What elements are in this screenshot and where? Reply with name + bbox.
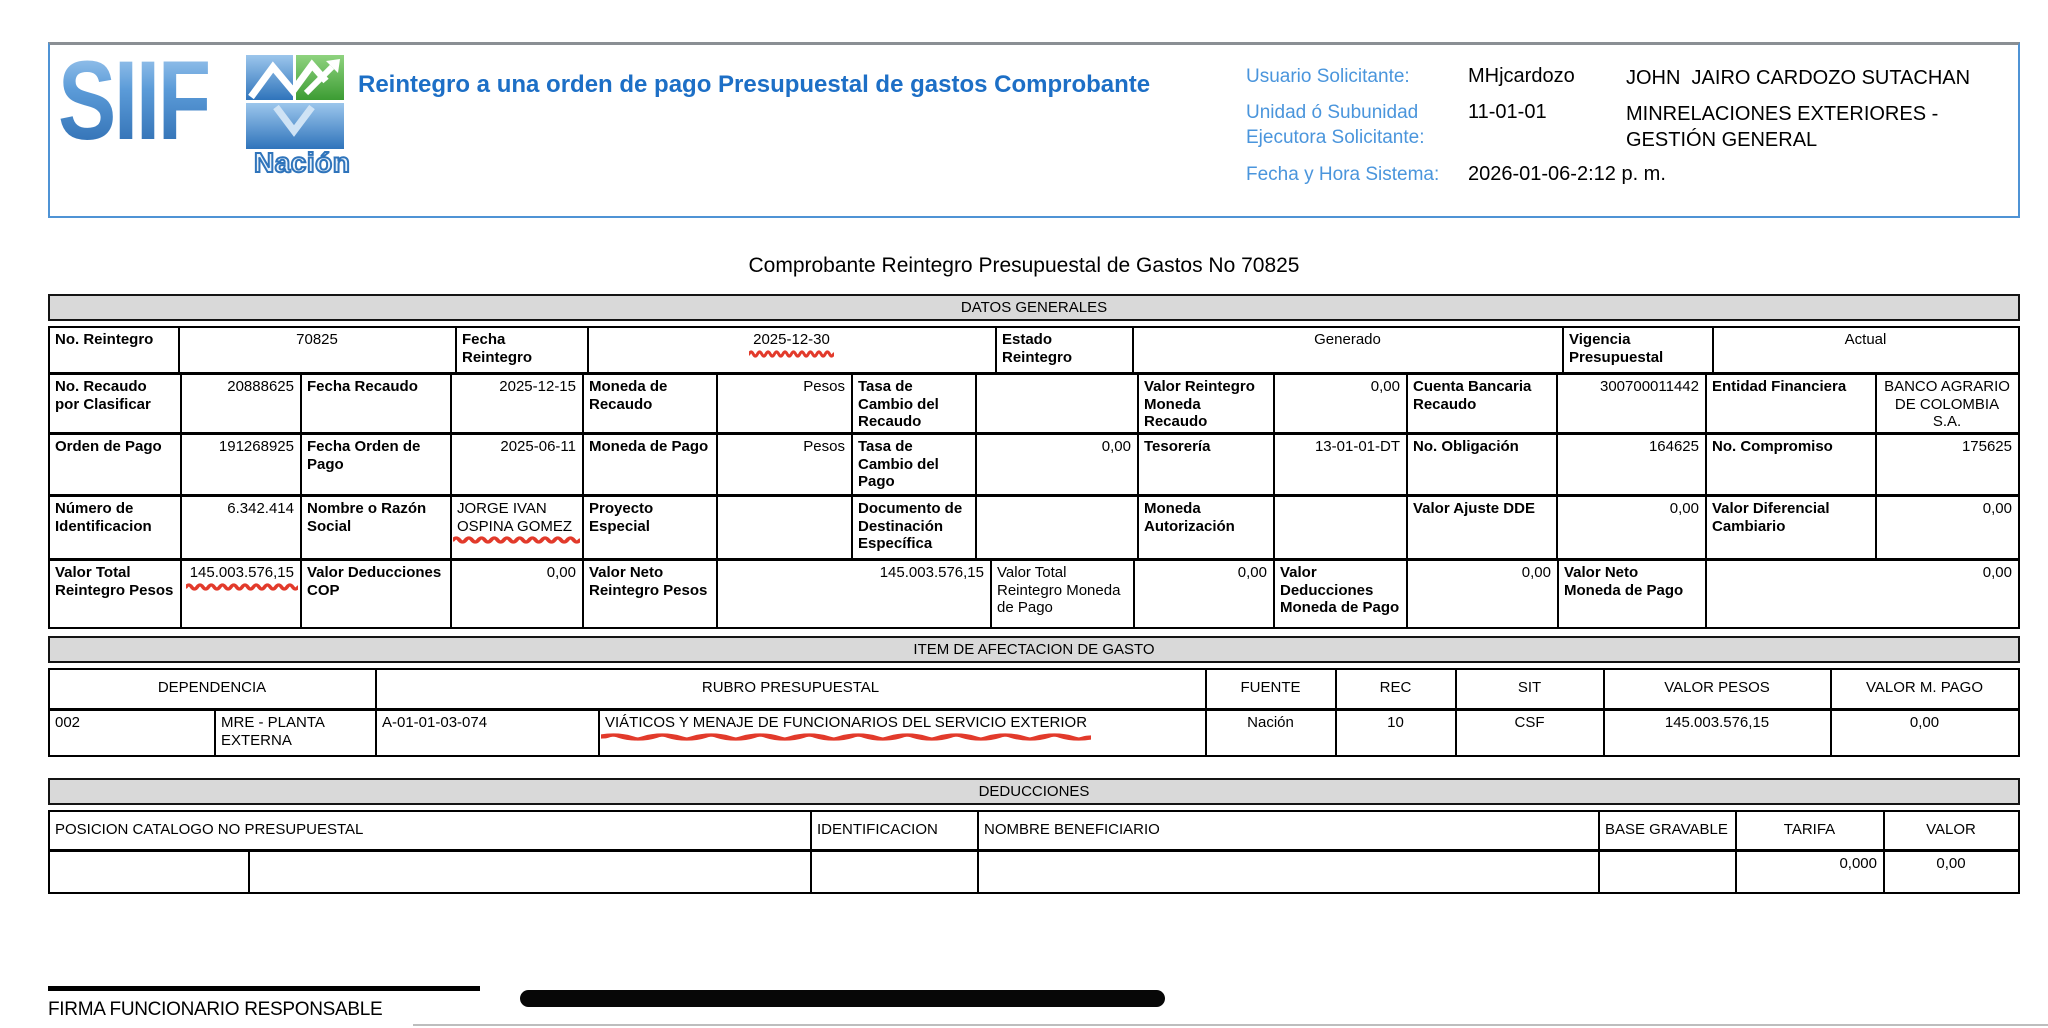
cell-text: Número de Identificacion xyxy=(55,500,152,535)
cell-text: 145.003.576,15 xyxy=(879,564,984,581)
field-value xyxy=(1135,561,1275,627)
cell-text: Valor Ajuste DDE xyxy=(1413,500,1535,517)
field-value xyxy=(1275,375,1408,432)
cell-text: Vigencia Presupuestal xyxy=(1569,331,1664,366)
cell-text: 2025-06-11 xyxy=(500,438,576,455)
table-row xyxy=(50,852,2018,892)
table-row xyxy=(50,328,2018,375)
fecha-hora-label: Fecha y Hora Sistema: xyxy=(1246,164,1440,185)
cell-text: Fecha Orden de Pago xyxy=(307,438,425,473)
cell-text: 0,000 xyxy=(1839,855,1877,872)
cell-text: Valor Neto Reintegro Pesos xyxy=(589,564,708,599)
field-label xyxy=(584,561,718,627)
field-value xyxy=(718,375,853,432)
field-value xyxy=(1885,852,2018,892)
field-value xyxy=(979,852,1600,892)
cell-text: RUBRO PRESUPUESTAL xyxy=(701,679,880,696)
field-value xyxy=(1737,852,1885,892)
cell-text: Entidad Financiera xyxy=(1712,378,1847,395)
field-label xyxy=(1832,670,2018,708)
cell-text: No. Recaudo por Clasificar xyxy=(55,378,151,413)
cell-text: 2025-12-15 xyxy=(499,378,576,395)
signature-line xyxy=(48,986,480,991)
cell-text: Estado Reintegro xyxy=(1002,331,1073,366)
field-value xyxy=(1558,435,1707,494)
cell-text: 0,00 xyxy=(1521,564,1551,581)
field-value xyxy=(812,852,979,892)
field-value xyxy=(600,711,1207,755)
cell-text: A-01-01-03-074 xyxy=(382,714,488,731)
cell-text: 0,00 xyxy=(1101,438,1131,455)
section-bar-deducciones: DEDUCCIONES xyxy=(48,778,2020,805)
cell-text: 0,00 xyxy=(1982,564,2012,581)
cell-text: 0,00 xyxy=(546,564,576,581)
field-value xyxy=(977,375,1139,432)
cell-text: 0,00 xyxy=(1370,378,1400,395)
cell-text: VALOR xyxy=(1926,821,1976,838)
field-label xyxy=(457,328,589,372)
field-value xyxy=(718,497,853,558)
field-value xyxy=(216,711,377,755)
cell-text: Valor Reintegro Moneda Recaudo xyxy=(1144,378,1260,431)
siif-logo-subtext: Nación xyxy=(254,147,351,178)
table-row xyxy=(50,670,2018,711)
fecha-hora-extra xyxy=(1626,163,1996,188)
table-row xyxy=(50,711,2018,755)
table-row xyxy=(50,561,2018,627)
cell-text: 300700011442 xyxy=(1600,378,1699,395)
cell-text: Valor Deducciones Moneda de Pago xyxy=(1280,564,1400,617)
cell-text: VALOR M. PAGO xyxy=(1866,679,1983,696)
field-label xyxy=(302,435,452,494)
field-label xyxy=(1408,497,1558,558)
cell-text: IDENTIFICACION xyxy=(817,821,938,838)
field-label xyxy=(979,812,1600,849)
field-label xyxy=(997,328,1134,372)
deducciones-table xyxy=(48,810,2020,894)
cell-text: 191268925 xyxy=(218,438,294,455)
usuario-solicitante-name: JOHN JAIRO CARDOZO SUTACHAN xyxy=(1626,67,1971,89)
info-row-usuario xyxy=(1246,65,2036,91)
field-value xyxy=(1337,711,1457,755)
field-value xyxy=(1832,711,2018,755)
cell-text: Fecha Recaudo xyxy=(307,378,418,395)
field-label xyxy=(50,670,377,708)
cell-text: 20888625 xyxy=(227,378,294,395)
unidad-ejecutora-name: MINRELACIONES EXTERIORES - GESTIÓN GENERAL xyxy=(1626,103,1944,151)
document-title: Comprobante Reintegro Presupuestal de Gastos No 70825 xyxy=(748,254,1300,277)
field-value xyxy=(1134,328,1564,372)
field-value xyxy=(1275,497,1408,558)
cell-text: TARIFA xyxy=(1783,821,1836,838)
table-row xyxy=(50,812,2018,852)
field-value xyxy=(50,852,250,892)
field-label xyxy=(1337,670,1457,708)
cell-text: 6.342.414 xyxy=(227,500,294,517)
cell-text: Nación xyxy=(1247,714,1294,731)
cell-text: Valor Total Reintegro Pesos xyxy=(55,564,174,599)
field-label xyxy=(377,670,1207,708)
cell-text: 175625 xyxy=(1961,438,2012,455)
section-bar-datos-generales: DATOS GENERALES xyxy=(48,294,2020,321)
cell-text: Moneda de Recaudo xyxy=(589,378,672,413)
cell-text: Tasa de Cambio del Pago xyxy=(858,438,944,491)
field-label xyxy=(853,375,977,432)
cell-text: No. Obligación xyxy=(1413,438,1519,455)
cell-text: Moneda Autorización xyxy=(1144,500,1235,535)
field-label xyxy=(1885,812,2018,849)
cell-text: 2025-12-30 xyxy=(753,331,830,349)
field-label xyxy=(50,561,182,627)
redaction-bar xyxy=(520,990,1165,1007)
field-label xyxy=(1408,375,1558,432)
table-row xyxy=(50,375,2018,435)
field-label xyxy=(302,497,452,558)
usuario-solicitante-label: Usuario Solicitante: xyxy=(1246,66,1410,87)
cell-text: SIT xyxy=(1517,679,1542,696)
cell-text: 70825 xyxy=(296,331,338,348)
field-label xyxy=(50,328,180,372)
info-row-fecha xyxy=(1246,163,2036,188)
field-value xyxy=(1605,711,1832,755)
field-value xyxy=(452,375,584,432)
field-value xyxy=(50,711,216,755)
field-value xyxy=(1600,852,1737,892)
section-bar-item-afectacion: ITEM DE AFECTACION DE GASTO xyxy=(48,636,2020,663)
cell-text: VALOR PESOS xyxy=(1664,679,1770,696)
cell-text: 145.003.576,15 xyxy=(1664,714,1770,731)
cell-text: Nombre o Razón Social xyxy=(307,500,431,535)
field-label xyxy=(1600,812,1737,849)
field-label xyxy=(50,435,182,494)
field-label xyxy=(853,435,977,494)
field-value xyxy=(1877,375,2018,432)
cell-text: Valor Neto Moneda de Pago xyxy=(1564,564,1684,599)
cell-text: Proyecto Especial xyxy=(589,500,658,535)
field-value xyxy=(1558,375,1707,432)
field-label xyxy=(1457,670,1605,708)
cell-text: BANCO AGRARIO DE COLOMBIA S.A. xyxy=(1884,378,2015,431)
signature-label: FIRMA FUNCIONARIO RESPONSABLE xyxy=(48,999,383,1020)
field-value xyxy=(1877,497,2018,558)
info-row-unidad xyxy=(1246,101,2036,153)
field-value xyxy=(1207,711,1337,755)
field-label xyxy=(302,561,452,627)
cell-text: BASE GRAVABLE xyxy=(1605,821,1728,838)
cell-text: No. Reintegro xyxy=(55,331,154,348)
field-label xyxy=(1139,375,1275,432)
cell-text: 0,00 xyxy=(1982,500,2012,517)
table-row xyxy=(50,497,2018,561)
field-label xyxy=(812,812,979,849)
field-label xyxy=(1564,328,1714,372)
red-underline-annotation xyxy=(601,733,1091,741)
field-value xyxy=(182,497,302,558)
cell-text: CSF xyxy=(1514,714,1545,731)
cell-text: Valor Total Reintegro Moneda de Pago xyxy=(997,564,1125,617)
cell-text: Actual xyxy=(1844,331,1887,348)
field-value xyxy=(1558,497,1707,558)
red-underline-annotation xyxy=(749,350,834,358)
field-value xyxy=(182,435,302,494)
report-title: Reintegro a una orden de pago Presupuestal de gastos Comprobante xyxy=(358,71,1151,98)
field-value xyxy=(452,561,584,627)
field-label xyxy=(1139,497,1275,558)
field-label xyxy=(1275,561,1408,627)
cell-text: Orden de Pago xyxy=(55,438,162,455)
field-label xyxy=(1707,497,1877,558)
cell-text: NOMBRE BENEFICIARIO xyxy=(984,821,1160,838)
unidad-ejecutora-code: 11-01-01 xyxy=(1468,101,1547,123)
field-value xyxy=(452,435,584,494)
field-value xyxy=(182,561,302,627)
field-value xyxy=(1877,435,2018,494)
page-bottom-edge xyxy=(413,1024,2048,1026)
header-info xyxy=(1246,65,2036,198)
field-value xyxy=(1707,561,2018,627)
field-label xyxy=(584,375,718,432)
field-label xyxy=(1559,561,1707,627)
field-label xyxy=(1707,375,1877,432)
cell-text: 002 xyxy=(55,714,81,731)
field-label xyxy=(1408,435,1558,494)
field-label xyxy=(584,435,718,494)
cell-text: 0,00 xyxy=(1237,564,1267,581)
field-label xyxy=(1737,812,1885,849)
field-label xyxy=(584,497,718,558)
cell-text: 10 xyxy=(1387,714,1404,731)
field-value xyxy=(589,328,997,372)
red-underline-annotation xyxy=(453,536,580,544)
field-value xyxy=(1714,328,2018,372)
field-label xyxy=(1707,435,1877,494)
header-box xyxy=(48,38,2020,218)
field-value xyxy=(718,561,992,627)
cell-text: Fecha Reintegro xyxy=(462,331,533,366)
cell-text: Generado xyxy=(1314,331,1381,348)
cell-text: Tasa de Cambio del Recaudo xyxy=(858,378,944,431)
cell-text: POSICION CATALOGO NO PRESUPUESTAL xyxy=(55,821,364,838)
cell-text: Documento de Destinación Específica xyxy=(858,500,967,553)
cell-text: 164625 xyxy=(1648,438,1699,455)
field-label xyxy=(50,375,182,432)
siif-logo-icon xyxy=(246,55,344,149)
cell-text: Moneda de Pago xyxy=(589,438,709,455)
cell-text: MRE - PLANTA EXTERNA xyxy=(221,714,329,749)
field-value xyxy=(1275,435,1408,494)
field-label xyxy=(1605,670,1832,708)
field-value xyxy=(377,711,600,755)
field-value xyxy=(452,497,584,558)
field-value xyxy=(718,435,853,494)
field-label xyxy=(992,561,1135,627)
usuario-solicitante-code: MHjcardozo xyxy=(1468,65,1575,87)
item-afectacion-table xyxy=(48,668,2020,757)
cell-text: 145.003.576,15 xyxy=(190,564,294,582)
cell-text: JORGE IVAN OSPINA GOMEZ xyxy=(457,500,576,535)
field-value xyxy=(977,435,1139,494)
field-label xyxy=(853,497,977,558)
cell-text: Pesos xyxy=(803,438,845,455)
field-value xyxy=(250,852,812,892)
field-value xyxy=(1408,561,1559,627)
fecha-hora-value: 2026-01-06-2:12 p. m. xyxy=(1468,163,1666,185)
cell-text: 0,00 xyxy=(1669,500,1699,517)
field-label xyxy=(50,497,182,558)
cell-text: Cuenta Bancaria Recaudo xyxy=(1413,378,1536,413)
cell-text: REC xyxy=(1379,679,1412,696)
siif-logo-text: SIIF xyxy=(58,38,209,163)
red-underline-annotation xyxy=(186,583,298,591)
cell-text: DEPENDENCIA xyxy=(157,679,267,696)
cell-text: 0,00 xyxy=(1909,714,1940,731)
table-row xyxy=(50,435,2018,497)
cell-text: VIÁTICOS Y MENAJE DE FUNCIONARIOS DEL SERVICIO EXTERIOR xyxy=(605,714,1087,732)
field-label xyxy=(302,375,452,432)
field-label xyxy=(1139,435,1275,494)
field-value xyxy=(180,328,457,372)
unidad-ejecutora-label: Unidad ó Subunidad Ejecutora Solicitante: xyxy=(1246,102,1425,148)
field-value xyxy=(1457,711,1605,755)
cell-text: 13-01-01-DT xyxy=(1314,438,1400,455)
field-label xyxy=(50,812,812,849)
field-value xyxy=(182,375,302,432)
cell-text: Valor Deducciones COP xyxy=(307,564,446,599)
cell-text: 0,00 xyxy=(1936,855,1966,872)
field-label xyxy=(1207,670,1337,708)
cell-text: Valor Diferencial Cambiario xyxy=(1712,500,1834,535)
cell-text: Tesorería xyxy=(1144,438,1211,455)
datos-generales-table xyxy=(48,326,2020,629)
cell-text: FUENTE xyxy=(1240,679,1301,696)
cell-text: Pesos xyxy=(803,378,845,395)
cell-text: No. Compromiso xyxy=(1712,438,1833,455)
field-value xyxy=(977,497,1139,558)
